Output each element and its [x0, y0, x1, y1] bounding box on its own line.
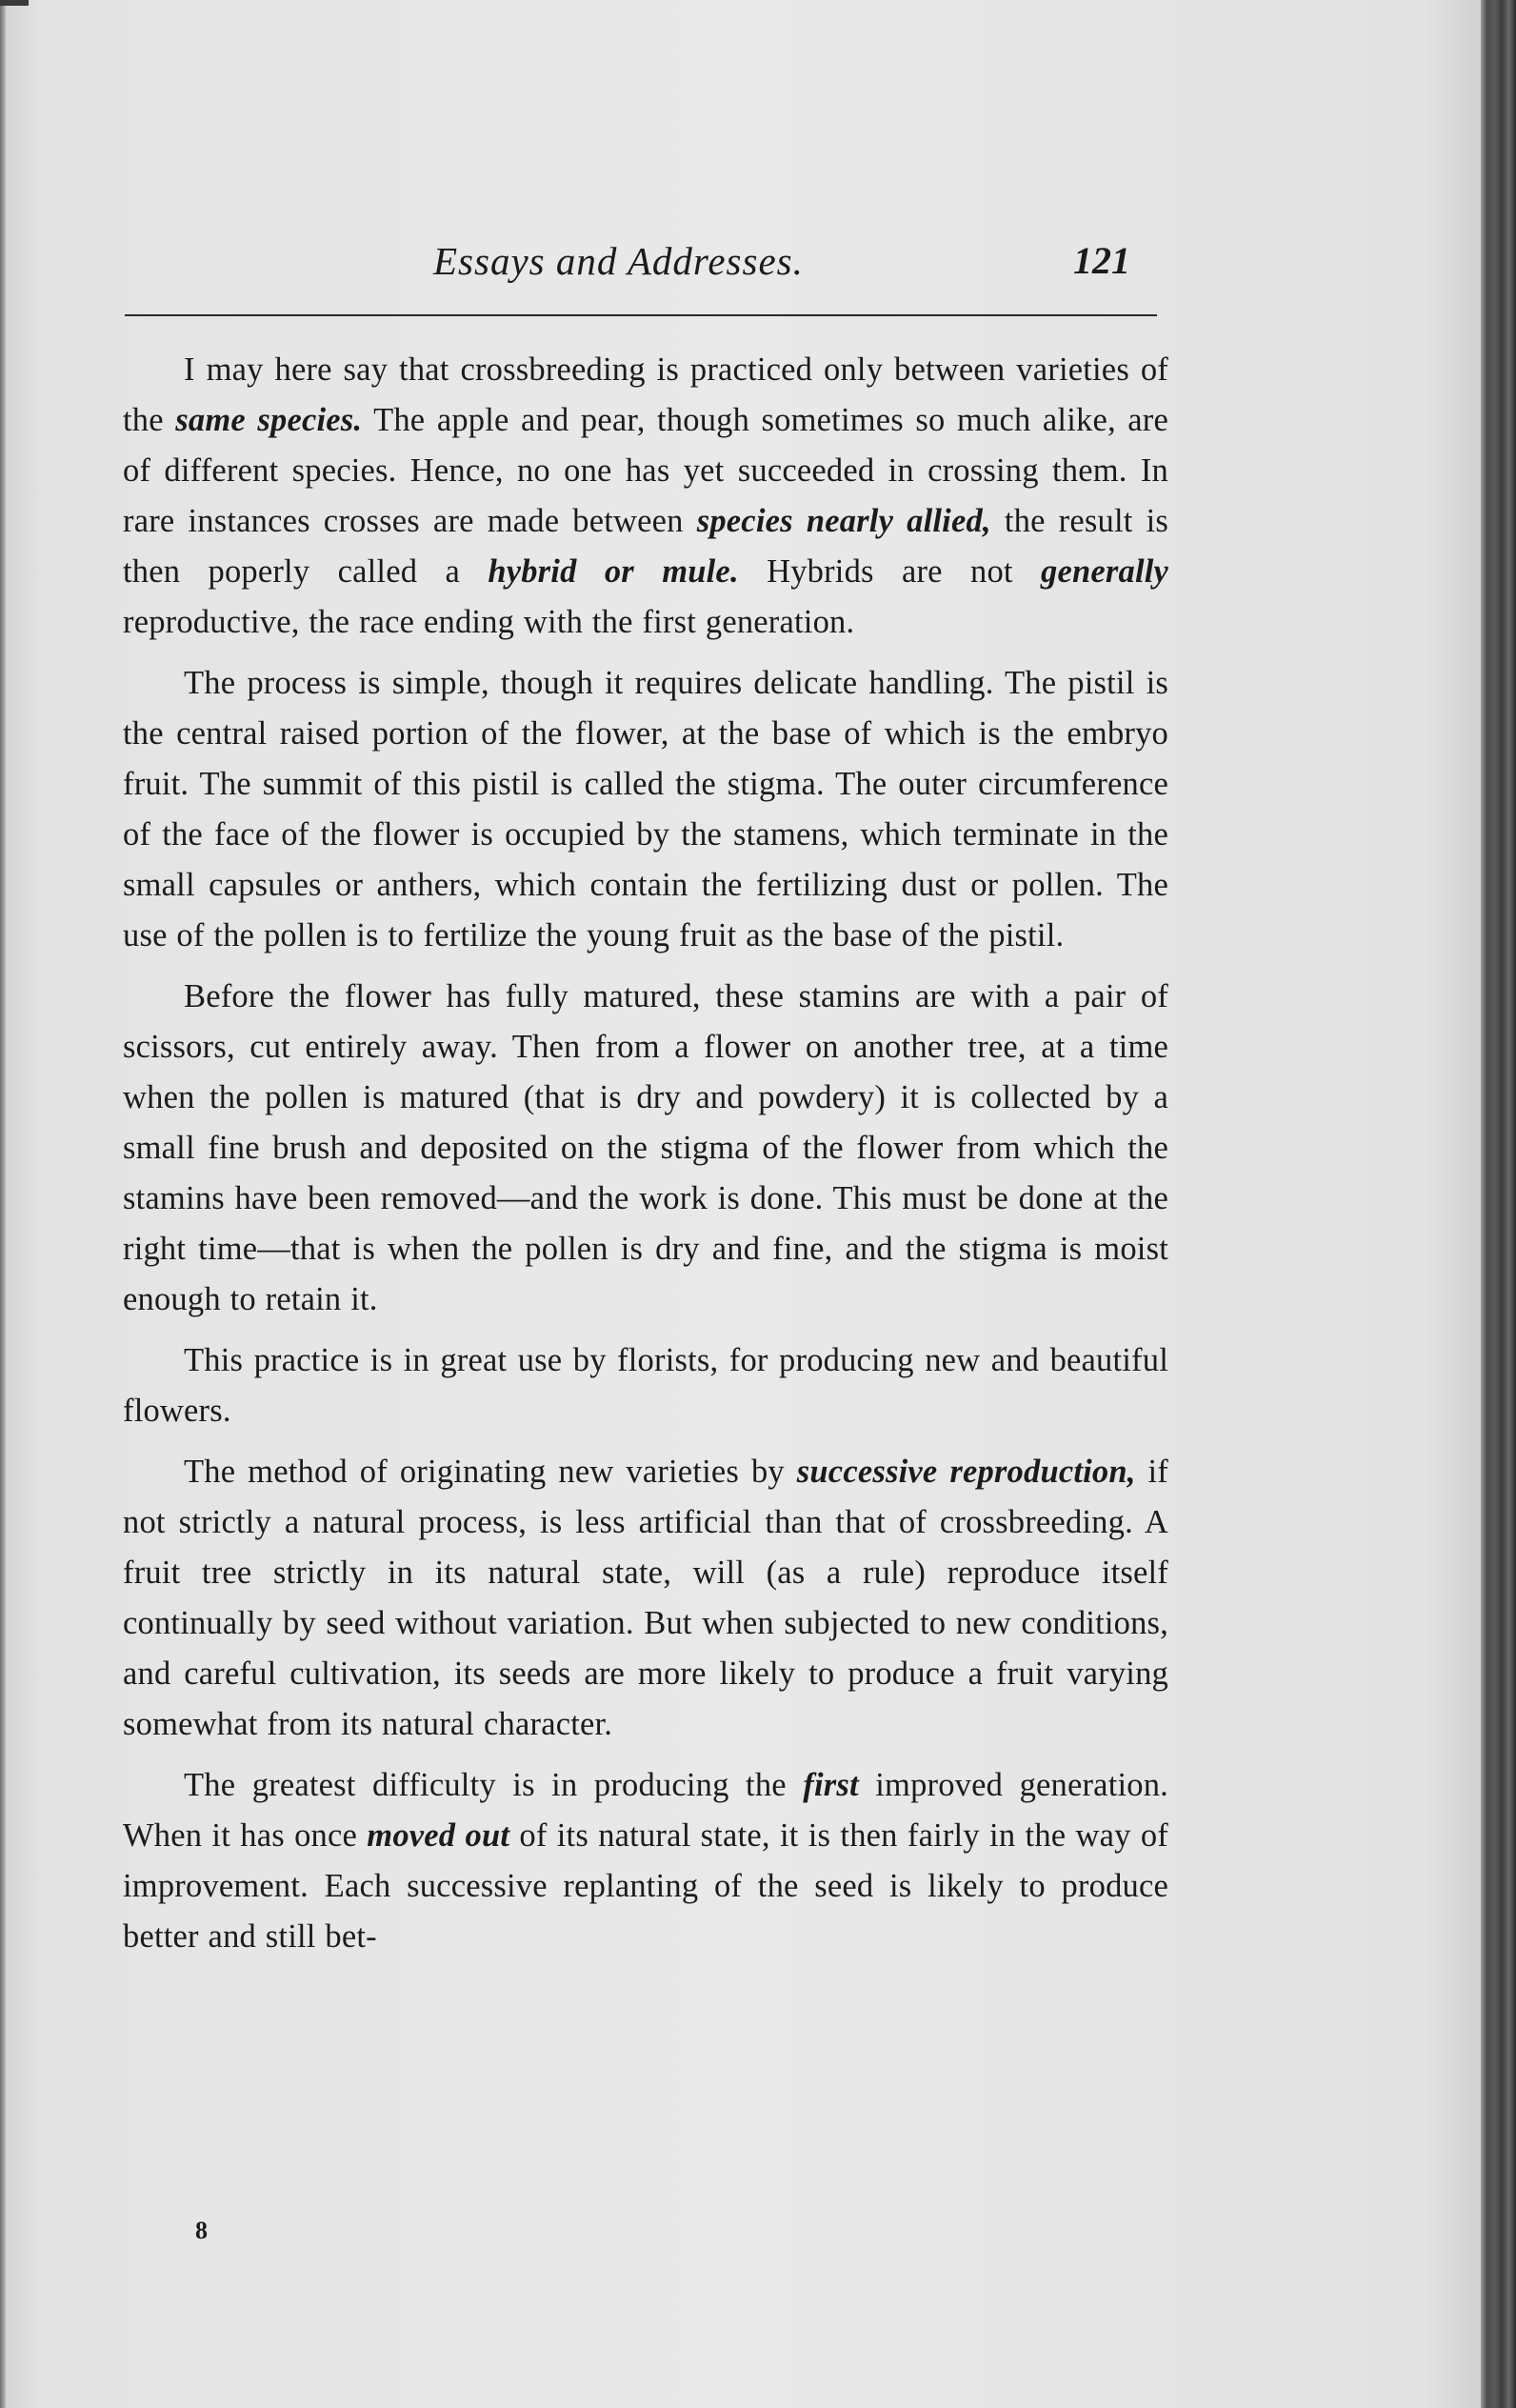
text-run: the result is then poperly called a	[123, 503, 1168, 590]
running-head-title: Essays and Addresses.	[433, 239, 804, 283]
italic-phrase: hybrid or mule.	[488, 553, 739, 590]
italic-phrase: same species.	[175, 402, 363, 438]
text-run: improved generation. When it has once	[123, 1767, 1168, 1854]
italic-phrase: species nearly allied,	[696, 503, 991, 539]
book-fore-edge	[1481, 0, 1516, 2408]
page-left-edge	[0, 0, 6, 2408]
text-run: Before the flower has fully matured, these stamins are with a pair of scissors, cut entirely away. Then from a flower on another tree, at a time when the pollen is matured (that is dry and powdery) it is collected by a small fine brush and deposited on the stigma of the flower from which the stamins have been removed—and the work is done. This must be done at the right time—that is when the pollen is dry and fine, and the stigma is moist enough to retain it.	[123, 978, 1168, 1317]
paragraph	[123, 1447, 1168, 1750]
text-run: if not strictly a natural process, is less artificial than that of crossbreeding. A fruit tree strictly in its natural state, will (as a rule) reproduce itself continually by seed without variation. But when subjected to new conditions, and careful cultivation, its seeds are more likely to produce a fruit varying somewhat from its natural character.	[123, 1454, 1168, 1742]
paragraph	[123, 1760, 1168, 1962]
paragraph	[123, 1335, 1168, 1436]
running-head	[433, 238, 1157, 295]
paragraph	[123, 658, 1168, 961]
text-run: I may here say that crossbreeding is practiced only between varieties of the	[123, 351, 1168, 438]
paragraph	[123, 345, 1168, 648]
italic-phrase: successive reproduction,	[796, 1454, 1136, 1490]
italic-phrase: generally	[1041, 553, 1169, 590]
text-run: Hybrids are not	[738, 553, 1041, 590]
text-run: The apple and pear, though sometimes so much alike, are of different species. Hence, no one has yet succeeded in crossing them. In rare instances crosses are made between	[123, 402, 1168, 539]
page-corner-mark	[0, 0, 29, 6]
italic-phrase: moved out	[367, 1817, 510, 1854]
paragraph	[123, 972, 1168, 1325]
text-run: This practice is in great use by florists, for producing new and beautiful flowers.	[123, 1342, 1168, 1429]
text-run: reproductive, the race ending with the first generation.	[123, 604, 855, 640]
text-run: The greatest difficulty is in producing the	[184, 1767, 804, 1803]
italic-phrase: first	[803, 1767, 859, 1803]
header-rule	[125, 314, 1157, 316]
text-run: of its natural state, it is then fairly in the way of improvement. Each successive replanting of the seed is likely to produce better and still bet-	[123, 1817, 1168, 1955]
body-text	[123, 345, 1168, 1973]
text-run: The method of originating new varieties by	[184, 1454, 797, 1490]
text-run: The process is simple, though it requires delicate handling. The pistil is the central raised portion of the flower, at the base of which is the embryo fruit. The summit of this pistil is called the stigma. The outer circumference of the face of the flower is occupied by the stamens, which terminate in the small capsules or anthers, which contain the fertilizing dust or pollen. The use of the pollen is to fertilize the young fruit as the base of the pistil.	[123, 665, 1168, 953]
page-number: 121	[1073, 239, 1130, 282]
signature-mark: 8	[195, 2217, 208, 2244]
